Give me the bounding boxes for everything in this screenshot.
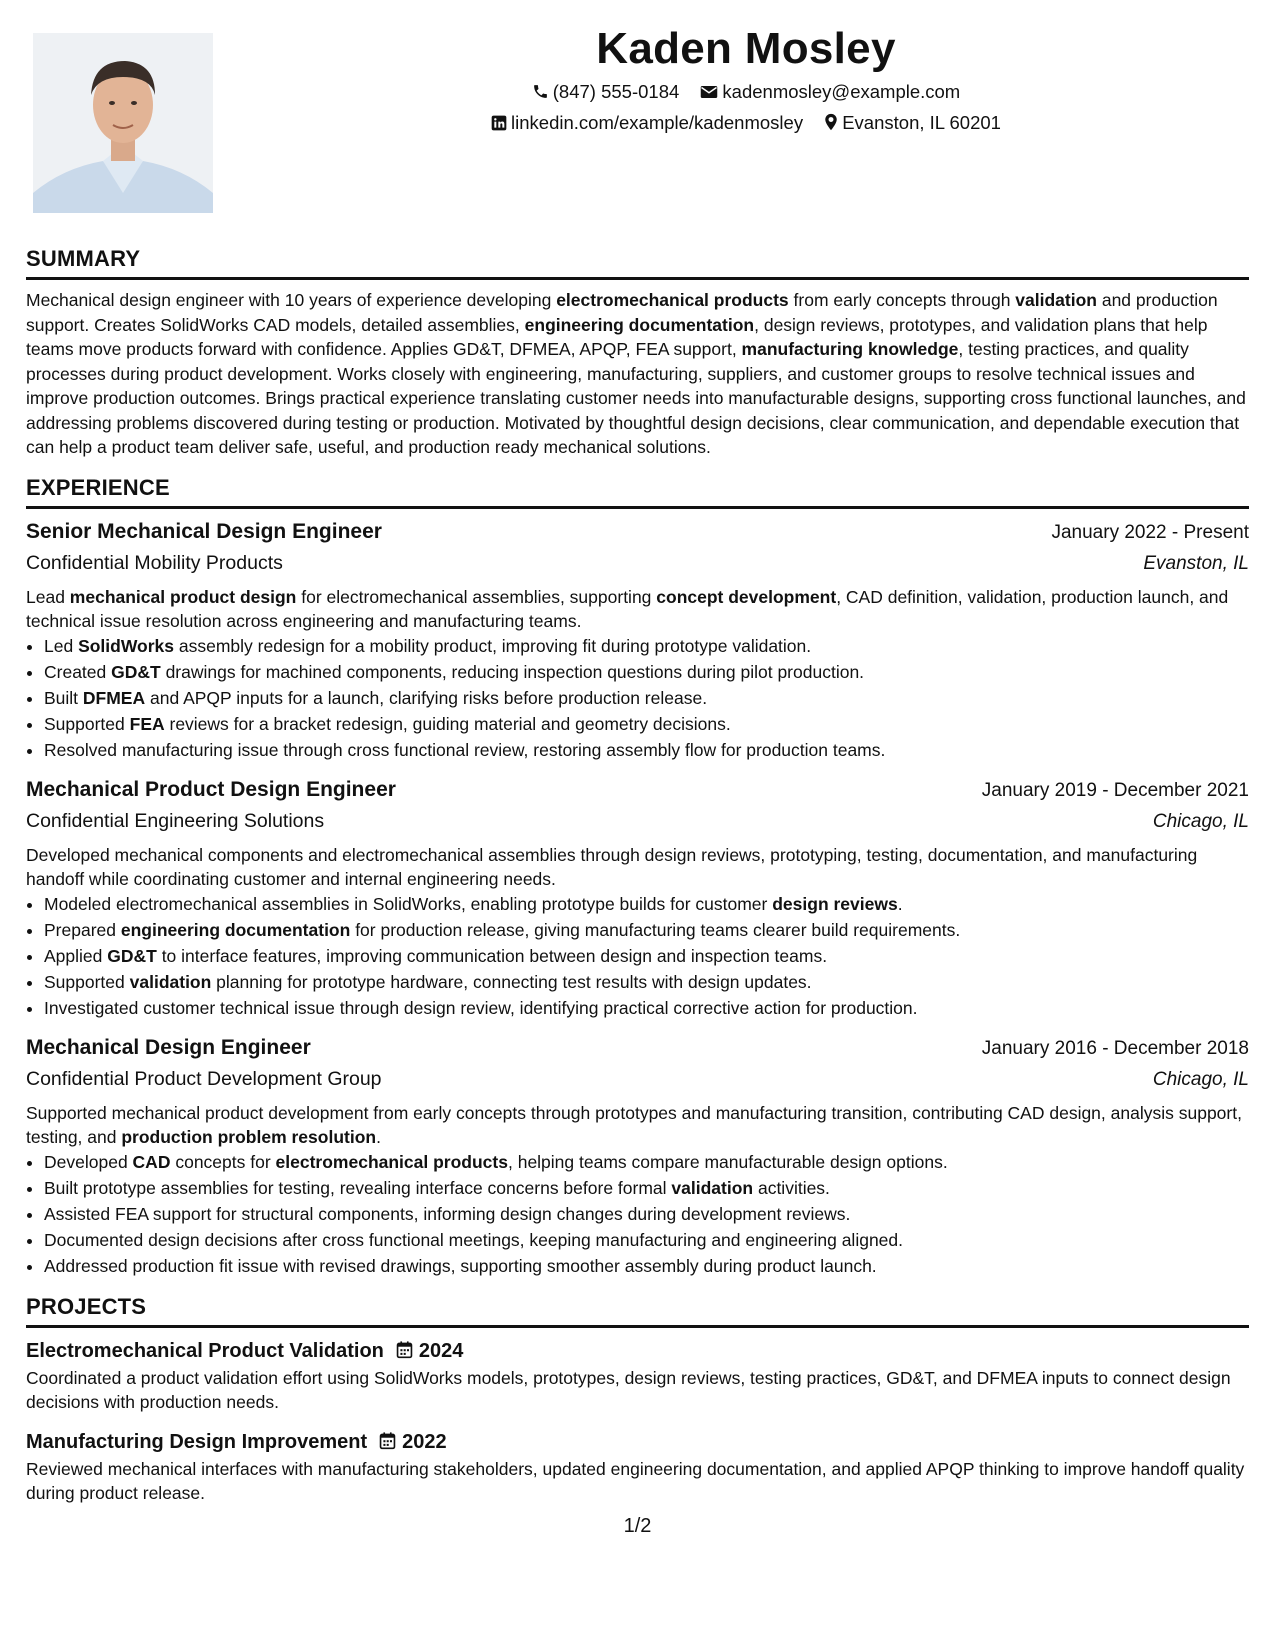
bullet-item <box>44 1175 1249 1201</box>
body-text: and production support. Creates SolidWorks CAD models, detailed assemblies, <box>26 290 1218 335</box>
body-text: Prepared <box>44 919 121 940</box>
bullet-item <box>44 1253 1249 1279</box>
body-text: Built prototype assemblies for testing, revealing interface concerns before formal <box>44 1177 672 1198</box>
emphasis-text: DFMEA <box>82 687 146 708</box>
body-text: Lead <box>26 586 70 607</box>
emphasis-text: GD&T <box>107 945 157 966</box>
email-contact <box>700 76 960 107</box>
job-header-row <box>26 517 1249 548</box>
job-bullets <box>26 633 1249 763</box>
location-contact <box>824 107 1001 138</box>
emphasis-text: validation <box>1015 290 1097 310</box>
resume-header <box>250 22 1242 138</box>
project-name: Electromechanical Product Validation <box>26 1339 384 1362</box>
emphasis-text: FEA <box>129 713 165 734</box>
experience-heading: EXPERIENCE <box>26 474 1249 509</box>
job-bullets <box>26 1149 1249 1279</box>
linkedin-url[interactable]: linkedin.com/example/kadenmosley <box>511 112 804 133</box>
body-text: Built <box>44 687 83 708</box>
project-name: Manufacturing Design Improvement <box>26 1430 368 1453</box>
body-text: Supported <box>44 971 130 992</box>
body-text: planning for prototype hardware, connecting test results with design updates. <box>211 971 812 992</box>
body-text: Developed mechanical components and electromechanical assemblies through design reviews, prototyping, testing, documentation, and manufacturing handoff while coordinating customer and internal engineering needs. <box>26 844 1198 889</box>
body-text: assembly redesign for a mobility product, improving fit during prototype validation. <box>174 635 812 656</box>
body-text: , design reviews, prototypes, and validation plans that help teams move products forward with confidence. Applies GD&T, DFMEA, APQP, FEA support, <box>26 314 1208 359</box>
job-title: Mechanical Product Design Engineer <box>26 777 396 801</box>
project-description: Reviewed mechanical interfaces with manufacturing stakeholders, updated engineering documentation, and applied APQP thinking to improve handoff quality during product release. <box>26 1458 1245 1503</box>
job-title: Senior Mechanical Design Engineer <box>26 519 382 543</box>
job-company-row <box>26 806 1249 837</box>
project-year: 2022 <box>402 1430 447 1453</box>
map-pin-icon <box>824 113 838 131</box>
body-text: Resolved manufacturing issue through cross functional review, restoring assembly flow for production teams. <box>44 739 886 760</box>
bullet-item <box>44 633 1249 659</box>
bullet-item <box>44 685 1249 711</box>
profile-photo <box>33 33 213 213</box>
emphasis-text: electromechanical products <box>275 1151 508 1172</box>
emphasis-text: validation <box>671 1177 754 1198</box>
body-text: Assisted FEA support for structural components, informing design changes during development reviews. <box>44 1203 851 1224</box>
body-text: Developed <box>44 1151 133 1172</box>
body-text: Supported mechanical product development from early concepts through prototypes and manufacturing transition, contributing CAD design, analysis support, testing, and <box>26 1102 1242 1147</box>
job-company-row <box>26 548 1249 579</box>
job-list <box>26 517 1249 1279</box>
emphasis-text: electromechanical products <box>556 290 789 310</box>
company-name: Confidential Product Development Group <box>26 1067 382 1090</box>
envelope-icon <box>700 84 718 100</box>
job-dates: January 2022 - Present <box>1051 521 1249 543</box>
bullet-item <box>44 1201 1249 1227</box>
bullet-item <box>44 943 1249 969</box>
body-text: for electromechanical assemblies, supporting <box>296 586 657 607</box>
job-header-row <box>26 775 1249 806</box>
page-number: 1/2 <box>623 1515 652 1537</box>
bullet-item <box>44 737 1249 763</box>
job-location: Chicago, IL <box>1152 1068 1249 1090</box>
job-dates: January 2016 - December 2018 <box>981 1037 1249 1059</box>
bullet-item <box>44 969 1249 995</box>
company-name: Confidential Mobility Products <box>26 551 283 574</box>
job-entry <box>26 1033 1249 1279</box>
location-text: Evanston, IL 60201 <box>842 112 1001 133</box>
body-text: reviews for a bracket redesign, guiding material and geometry decisions. <box>164 713 731 734</box>
project-entry <box>26 1336 1249 1415</box>
job-summary <box>26 843 1249 891</box>
emphasis-text: validation <box>129 971 212 992</box>
calendar-icon <box>396 1341 413 1359</box>
bullet-item <box>44 1149 1249 1175</box>
job-title: Mechanical Design Engineer <box>26 1035 311 1059</box>
job-header-row <box>26 1033 1249 1064</box>
job-summary <box>26 585 1249 633</box>
emphasis-text: engineering documentation <box>524 314 755 335</box>
emphasis-text: design reviews <box>772 893 898 914</box>
body-text: drawings for machined components, reducing inspection questions during pilot production. <box>160 661 865 682</box>
bullet-item <box>44 891 1249 917</box>
body-text: Supported <box>44 713 130 734</box>
resume-content <box>26 245 1249 1520</box>
bullet-item <box>44 995 1249 1021</box>
emphasis-text: concept development <box>656 586 837 607</box>
emphasis-text: production problem resolution <box>121 1126 377 1147</box>
body-text: Addressed production fit issue with revised drawings, supporting smoother assembly during product launch. <box>44 1255 877 1276</box>
job-company-row <box>26 1064 1249 1095</box>
body-text: Mechanical design engineer with 10 years of experience developing <box>26 290 557 310</box>
body-text: Modeled electromechanical assemblies in SolidWorks, enabling prototype builds for customer <box>44 893 773 914</box>
job-location: Chicago, IL <box>1152 810 1249 832</box>
bullet-item <box>44 917 1249 943</box>
body-text: , CAD definition, validation, production launch, and technical issue resolution across engineering and manufacturing teams. <box>26 586 1229 631</box>
body-text: Documented design decisions after cross functional meetings, keeping manufacturing and engineering aligned. <box>44 1229 904 1250</box>
body-text: from early concepts through <box>788 290 1016 310</box>
job-entry <box>26 517 1249 763</box>
body-text: , testing practices, and quality processes during product development. Works closely with engineering, manufacturing, suppliers, and customer groups to resolve technical issues and improve production outcomes. Brings practical experience translating customer needs into manufacturable designs, supporting cross functional launches, and addressing problems discovered during testing or production. Motivated by thoughtful design decisions, clear communication, and dependable execution that can help a product team deliver safe, useful, and production ready mechanical solutions. <box>26 339 1246 457</box>
body-text: Applied <box>44 945 108 966</box>
body-text: for production release, giving manufacturing teams clearer build requirements. <box>350 919 961 940</box>
emphasis-text: manufacturing knowledge <box>741 339 959 359</box>
project-header <box>26 1427 1249 1457</box>
phone-icon <box>532 83 549 100</box>
contact-line-1 <box>250 76 1242 107</box>
body-text: Created <box>44 661 112 682</box>
calendar-icon <box>379 1432 396 1450</box>
company-name: Confidential Engineering Solutions <box>26 809 325 832</box>
job-entry <box>26 775 1249 1021</box>
project-year: 2024 <box>418 1339 464 1362</box>
job-location: Evanston, IL <box>1143 552 1249 574</box>
summary-text <box>26 288 1249 460</box>
bullet-item <box>44 659 1249 685</box>
emphasis-text: engineering documentation <box>120 919 351 940</box>
body-text: concepts for <box>170 1151 276 1172</box>
emphasis-text: CAD <box>132 1151 171 1172</box>
experience-section <box>26 474 1249 1279</box>
phone-number[interactable]: (847) 555-0184 <box>552 81 680 102</box>
body-text: . <box>897 893 903 914</box>
job-bullets <box>26 891 1249 1021</box>
linkedin-icon <box>491 115 507 131</box>
body-text: . <box>376 1126 381 1147</box>
project-description: Coordinated a product validation effort using SolidWorks models, prototypes, design reviews, testing practices, GD&T, and DFMEA inputs to connect design decisions with production needs. <box>26 1367 1231 1412</box>
emphasis-text: GD&T <box>111 661 161 682</box>
bullet-item <box>44 711 1249 737</box>
emphasis-text: SolidWorks <box>78 635 175 656</box>
project-list <box>26 1336 1249 1506</box>
summary-heading: SUMMARY <box>26 245 1249 280</box>
candidate-name: Kaden Mosley <box>596 24 896 73</box>
linkedin-contact <box>491 107 803 138</box>
job-dates: January 2019 - December 2021 <box>981 779 1249 801</box>
job-summary <box>26 1101 1249 1149</box>
body-text: activities. <box>753 1177 830 1198</box>
project-entry <box>26 1427 1249 1506</box>
bullet-item <box>44 1227 1249 1253</box>
projects-heading: PROJECTS <box>26 1293 1249 1328</box>
email-address[interactable]: kadenmosley@example.com <box>722 81 961 102</box>
projects-section <box>26 1293 1249 1506</box>
body-text: Led <box>44 635 79 656</box>
project-header <box>26 1336 1249 1366</box>
body-text: Investigated customer technical issue through design review, identifying practical corrective action for production. <box>44 997 918 1018</box>
phone-contact <box>532 76 680 107</box>
emphasis-text: mechanical product design <box>69 586 297 607</box>
body-text: and APQP inputs for a launch, clarifying risks before production release. <box>145 687 708 708</box>
contact-line-2 <box>250 107 1242 138</box>
body-text: to interface features, improving communication between design and inspection teams. <box>156 945 828 966</box>
summary-section <box>26 245 1249 460</box>
body-text: , helping teams compare manufacturable design options. <box>507 1151 948 1172</box>
